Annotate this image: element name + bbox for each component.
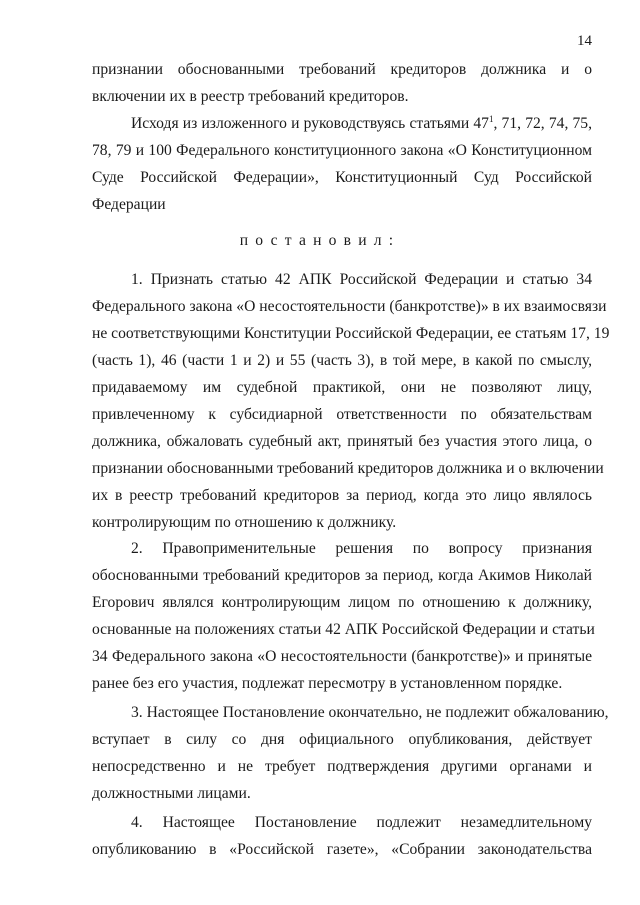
text-line: вступает в силу со дня официального опубликования, действует <box>92 731 592 748</box>
text-line: 34 Федерального закона «О несостоятельности (банкротстве)» и принятые <box>92 648 592 665</box>
text-line: придаваемому им судебной практикой, они не позволяют лицу, <box>92 379 592 396</box>
text-line: ранее без его участия, подлежат пересмотру в установленном порядке. <box>92 675 563 692</box>
decision-heading: постановил: <box>239 232 401 249</box>
text-line: Федерации <box>92 196 166 213</box>
text-line: 2. Правоприменительные решения по вопросу признания <box>131 540 592 557</box>
text-line: 4. Настоящее Постановление подлежит незамедлительному <box>131 814 592 831</box>
text-line: Егорович являлся контролирующим лицом по отношению к должнику, <box>92 594 592 611</box>
text-line: включении их в реестр требований кредиторов. <box>92 88 409 105</box>
text-line: Федерального закона «О несостоятельности (банкротстве)» в их взаимосвязи <box>92 298 607 315</box>
text-line: Суде Российской Федерации», Конституционный Суд Российской <box>92 169 592 186</box>
text-line: контролирующим по отношению к должнику. <box>92 514 397 531</box>
text-line: основанные на положениях статьи 42 АПК Российской Федерации и статьи <box>92 621 595 638</box>
text-line: 78, 79 и 100 Федерального конституционного закона «О Конституционном <box>92 142 592 159</box>
text-line: привлеченному к субсидиарной ответственности по обязательствам <box>92 406 592 423</box>
text-line <box>131 113 592 135</box>
text-line: (часть 1), 46 (части 1 и 2) и 55 (часть 3), в той мере, в какой по смыслу, <box>92 352 592 369</box>
text-line: их в реестр требований кредиторов за период, когда это лицо являлось <box>92 487 592 504</box>
text-line-tail: , 71, 72, 74, 75, <box>493 115 593 132</box>
text-line: должностными лицами. <box>92 785 251 802</box>
text-line: признании обоснованными требований кредиторов должника и о включении <box>92 460 604 477</box>
page-number: 14 <box>577 33 592 49</box>
text-line: должника, обжаловать судебный акт, принятый без участия этого лица, о <box>92 433 592 450</box>
superscript: 1 <box>488 114 494 124</box>
text-line: непосредственно и не требует подтверждения другими органами и <box>92 758 592 775</box>
text-line: признании обоснованными требований кредиторов должника и о <box>92 61 592 78</box>
text-line: 1. Признать статью 42 АПК Российской Федерации и статью 34 <box>131 271 592 288</box>
text-line: опубликованию в «Российской газете», «Собрании законодательства <box>92 841 592 858</box>
text-line-start: Исходя из изложенного и руководствуясь статьями 47 <box>131 115 489 132</box>
text-line: не соответствующими Конституции Российской Федерации, ее статьям 17, 19 <box>92 325 610 342</box>
text-line: 3. Настоящее Постановление окончательно, не подлежит обжалованию, <box>131 704 609 721</box>
text-line: обоснованными требований кредиторов за период, когда Акимов Николай <box>92 567 592 584</box>
